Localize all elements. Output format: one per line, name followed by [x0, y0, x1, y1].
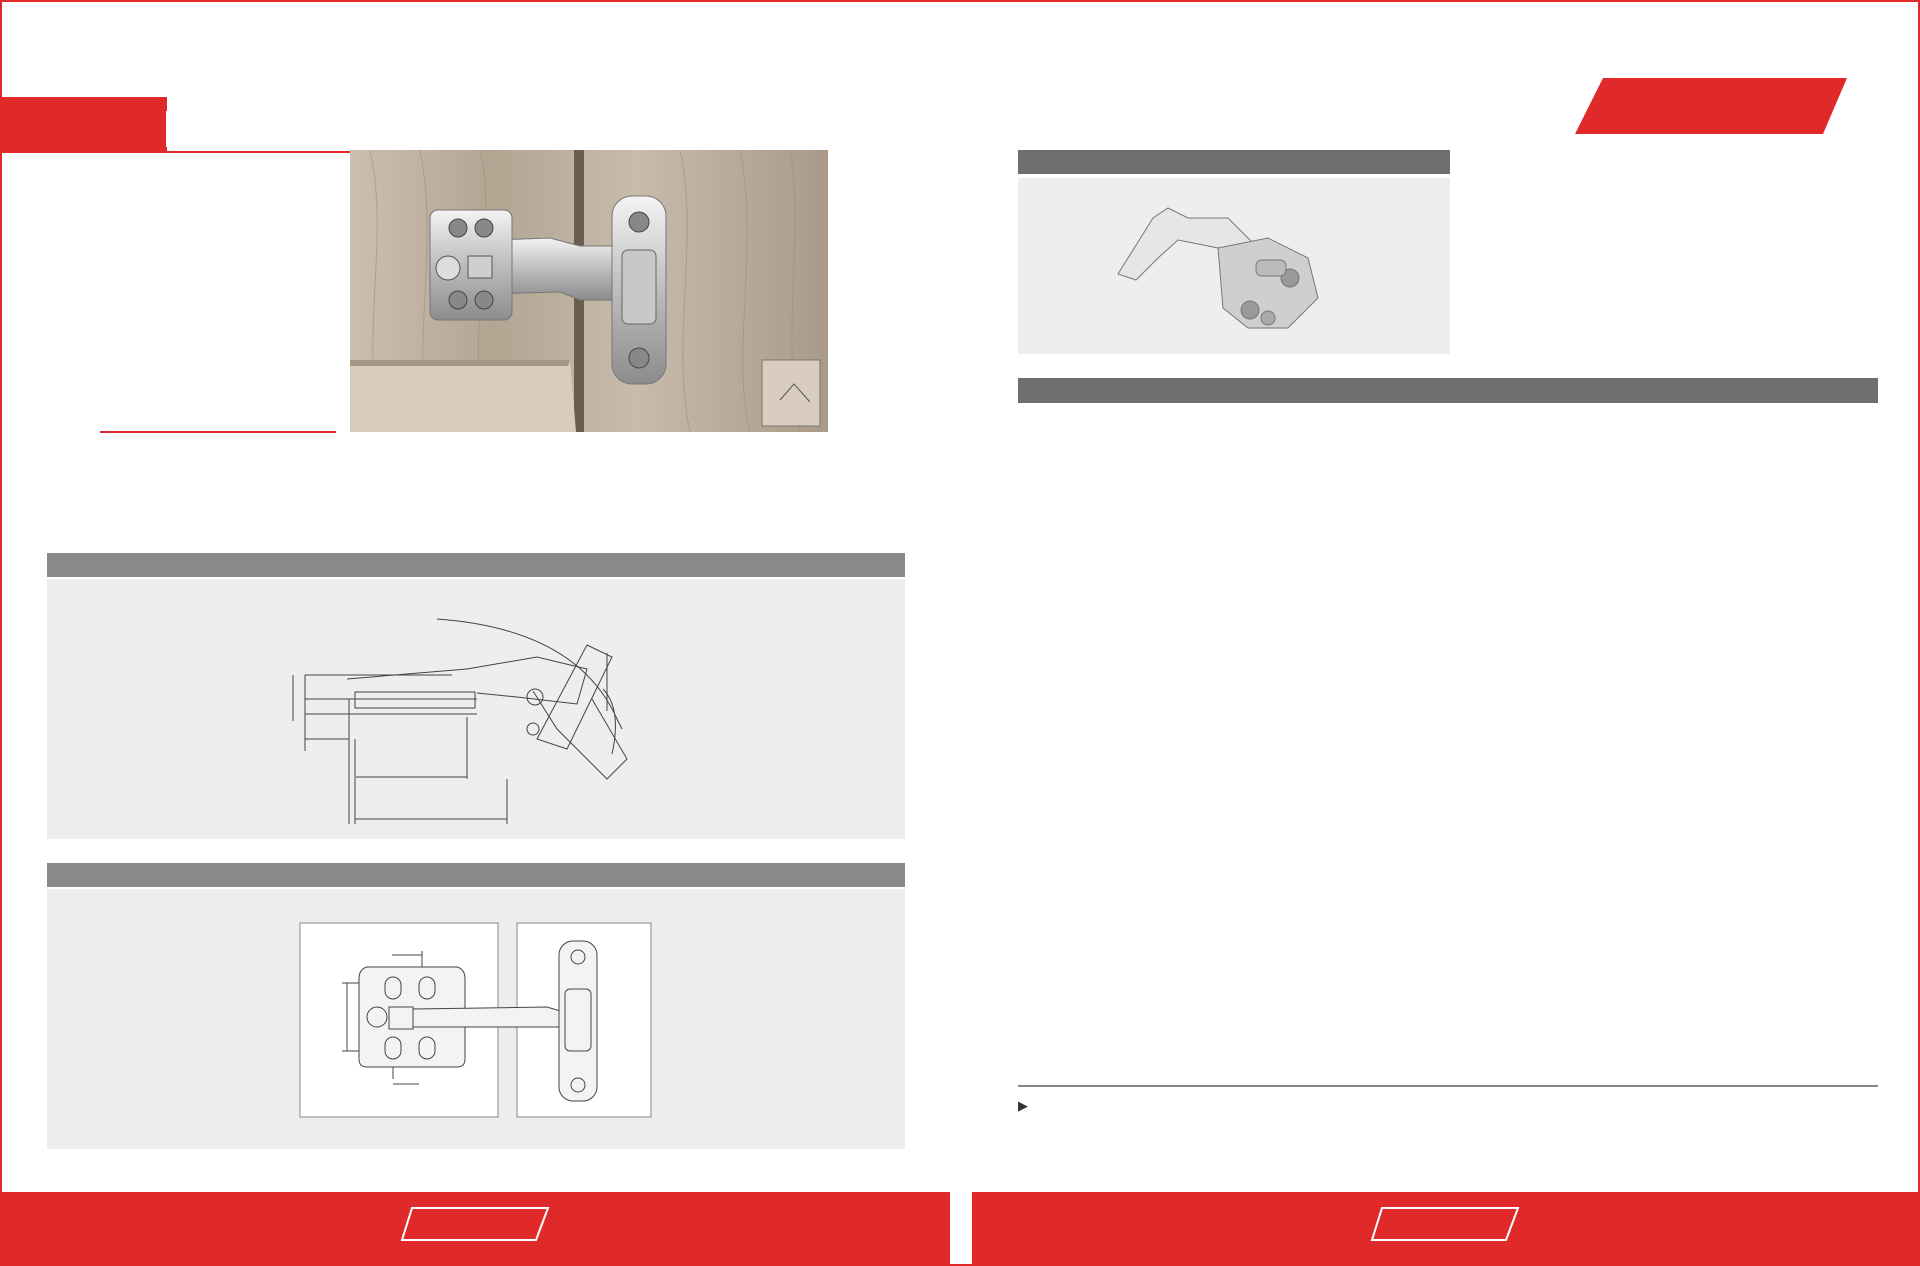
left-footer-bar [2, 1192, 950, 1266]
hinge-product-render [1018, 178, 1450, 354]
brand-logo [1575, 78, 1847, 134]
gap-section-body [47, 579, 905, 839]
table-header [1018, 378, 1878, 403]
series-underline [2, 151, 372, 153]
base-section-body [47, 889, 905, 1149]
spec-underline [100, 431, 336, 433]
base-section-header [47, 863, 905, 887]
product-table [1018, 378, 1878, 403]
product-image-panel [1018, 178, 1450, 354]
right-footer-bar [972, 1192, 1920, 1266]
header-cup-install [1084, 378, 1087, 405]
hinge-product-photo [350, 150, 828, 432]
header-hole-position [1270, 378, 1273, 405]
series-tag [2, 97, 167, 151]
product-image-header [1018, 150, 1450, 174]
footer-logo-right [1370, 1206, 1520, 1242]
gap-section-header [47, 553, 905, 577]
hint-block [1018, 1096, 1028, 1117]
hinge-photo-illustration [350, 150, 828, 432]
gap-technical-drawing [47, 579, 905, 839]
footer-logo-left [400, 1206, 550, 1242]
hint-divider [1018, 1085, 1878, 1087]
hint-title: ▶ [1018, 1099, 1028, 1114]
header-part-number [1466, 378, 1469, 405]
base-mounting-drawing [47, 889, 905, 1149]
